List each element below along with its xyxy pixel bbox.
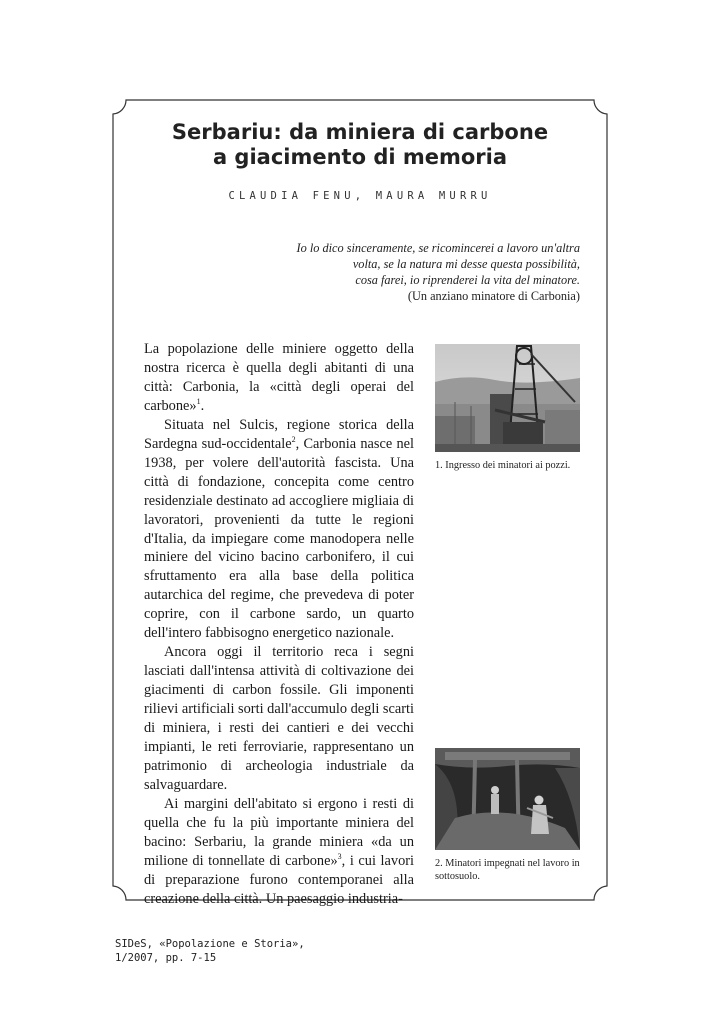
citation-line-2: 1/2007, pp. 7-15 (115, 952, 217, 964)
paragraph-2: Situata nel Sulcis, regione storica della Sardegna sud-occidentale$^2$, Carbonia nasce nel 1938, per volere dell'autorità fascista. Una città di fondazione, concepita come centro residenziale destinato ad accogliere migliaia di lavoratori, provenienti da tutte le regioni d'Italia, da impiegare come manodopera nelle miniere del vicino bacino carbonifero, il cui sfruttamento era alla base della politica autarchica del regime, che prevedeva di poter coprire, con il carbone sardo, un quarto dell'intero fabbisogno energetico nazionale. (144, 416, 414, 642)
footnote-ref-1: 1 (196, 397, 201, 407)
figure-2 (435, 748, 580, 883)
title-line-2: a giacimento di memoria (212, 145, 508, 169)
footnote-ref-3: 3 (337, 851, 342, 861)
title-line-1: Serbariu: da miniera di carbone (171, 120, 549, 144)
epigraph-line-2: volta, se la natura mi desse questa possibilità, (352, 257, 580, 271)
epigraph-line-3: cosa farei, io riprenderei la vita del minatore. (355, 273, 580, 287)
journal-citation (115, 937, 375, 965)
body-text (144, 340, 414, 909)
figure-2-caption: 2. Minatori impegnati nel lavoro in sottosuolo. (435, 858, 580, 882)
paragraph-3: Ancora oggi il territorio reca i segni lasciati dall'intensa attività di coltivazione dei giacimenti di carbon fossile. Gli imponenti rilievi artificiali sorti dall'accumulo degli scarti di miniera, i resti dei cantieri e dei vecchi impianti, le reti ferroviarie, rappresentano un patrimonio di archeologia industriale da salvaguardare. (144, 644, 414, 793)
miners-underground-photo (435, 748, 580, 850)
epigraph-line-1: Io lo dico sinceramente, se ricomincerei a lavoro un'altra (296, 241, 580, 255)
figure-1-caption: 1. Ingresso dei minatori ai pozzi. (435, 460, 571, 471)
citation-line-1: SIDeS, «Popolazione e Storia», (115, 938, 305, 950)
figure-1 (435, 344, 580, 472)
epigraph (240, 240, 580, 304)
epigraph-source: (Un anziano minatore di Carbonia) (407, 289, 580, 303)
paragraph-1: La popolazione delle miniere oggetto della nostra ricerca è quella degli abitanti di una città: Carbonia, la «città degli operai del carbone»$^1$. (144, 341, 414, 414)
mine-headframe-photo (435, 344, 580, 452)
article-authors: CLAUDIA FENU, MAURA MURRU (228, 190, 492, 202)
paragraph-4: Ai margini dell'abitato si ergono i resti di quella che fu la più importante miniera del bacino: Serbariu, la grande miniera «da un milione di tonnellate di carbone»$^3$, i cui lavori di preparazione furono contemporanei alla creazione della città. Un paesaggio industria- (144, 795, 414, 907)
footnote-ref-2: 2 (291, 434, 296, 444)
article-title (140, 120, 580, 170)
